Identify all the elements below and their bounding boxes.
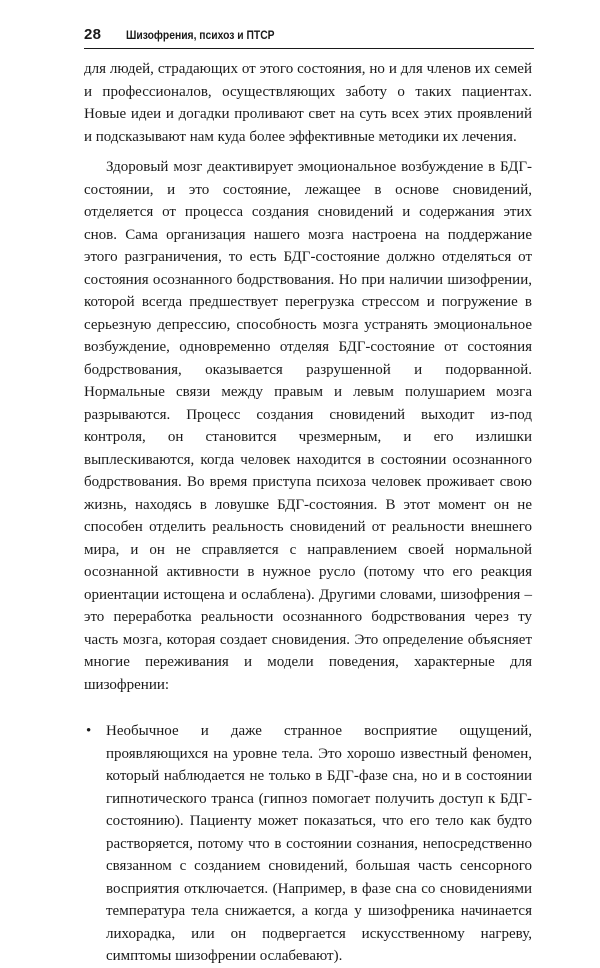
paragraph: Здоровый мозг деактивирует эмоциональное возбуждение в БДГ-состоянии, и это состояние, лежащее в основе сновидений, отделяется от процесса создания сновидений и содержания этих снов. Сама организация нашего мозга настроена на поддержание этого разграничения, то есть БДГ-состояние должно отделяться от состояния осознанного бодрствования. Но при наличии шизофрении, которой всегда предшествует перегрузка стрессом и погружение в серьезную депрессию, способность мозга устранять эмоциональное возбуждение, одновременно отделяя БДГ-состояние от состояния бодрствования, оказывается разрушенной и подорванной. Нормальные связи между правым и левым полушарием мозга разрываются. Процесс создания сновидений выходит из-под контроля, он становится чрезмерным, и его излишки выплескиваются, когда человек находится в состоянии осознанного бодрствования. Во время приступа психоза человек проживает свою жизнь, находясь в ловушке БДГ-состояния. В этот момент он не способен отделить реальность сновидений от реальности внешнего мира, и он не справляется с направлением своей нормальной осознанной активности в нужное русло (потому что его реакция ориентации истощена и ослаблена). Другими словами, шизофрения – это переработка реальности осознанного бодрствования через ту часть мозга, которая создает сновидения. Это определение объясняет многие переживания и модели поведения, характерные для шизофрении: <box>84 159 532 693</box>
bullet-list <box>84 720 532 968</box>
body-text <box>84 58 532 968</box>
paragraph: для людей, страдающих от этого состояния, но и для членов их семей и профессионалов, осуществляющих заботу о таких пациентах. Новые идеи и догадки проливают свет на суть всех этих проявлений и подсказывают нам куда более эффективные методики их лечения. <box>84 61 532 145</box>
header-rule <box>84 48 534 49</box>
page-header <box>84 22 534 48</box>
bullet-item <box>84 720 532 968</box>
running-title: Шизофрения, психоз и ПТСР <box>126 28 275 42</box>
page-number: 28 <box>84 26 102 43</box>
bullet-marker: • <box>86 723 92 739</box>
bullet-text: Необычное и даже странное восприятие ощущений, проявляющихся на уровне тела. Это хорошо известный феномен, который наблюдается не только в БДГ-фазе сна, но и в состоянии гипнотического транса (гипноз помогает получить доступ к БДГ-состоянию). Пациенту может показаться, что его тело как будто растворяется, потому что в состоянии сознания, непосредственно связанном с созданием сновидений, большая часть сенсорного восприятия отключается. (Например, в фазе сна со сновидениями температура тела снижается, а когда у шизофреника начинается лихорадка, или он подвергается искусственному нагреву, симптомы шизофрении ослабевают). <box>106 723 532 964</box>
